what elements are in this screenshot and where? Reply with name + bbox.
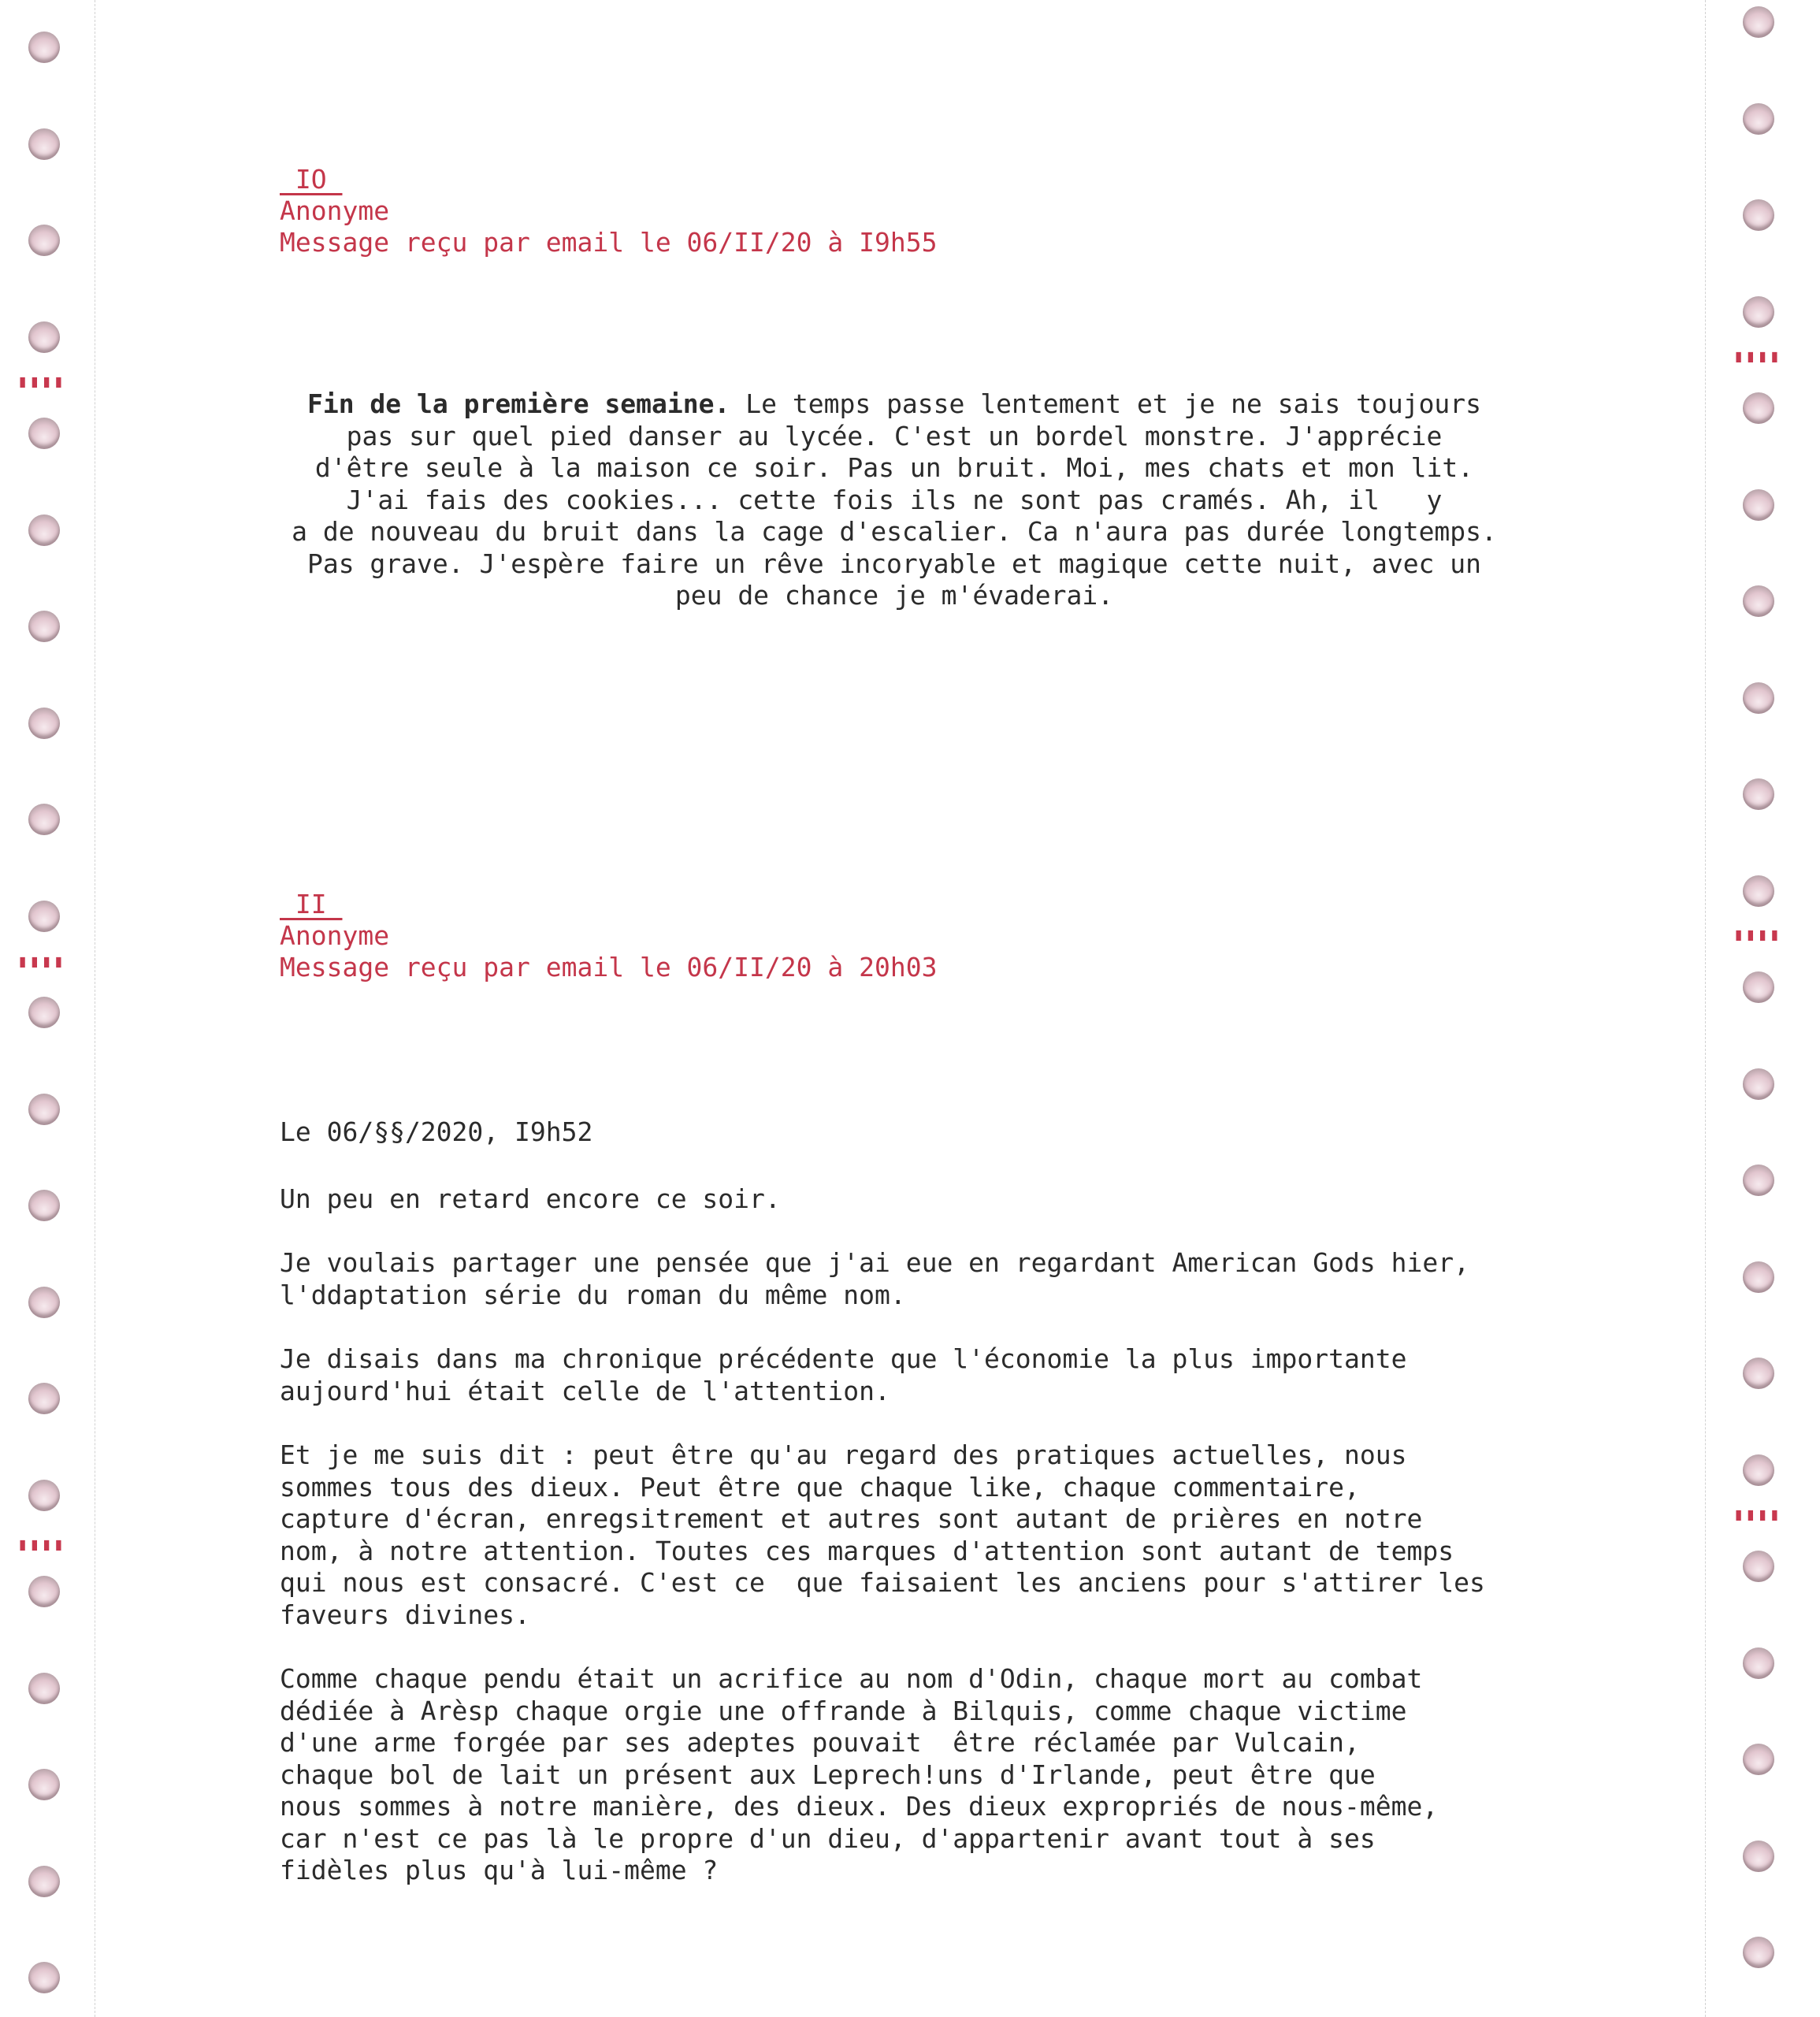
tractor-hole [28,1576,60,1607]
tractor-hole [28,225,60,256]
tractor-hole [28,708,60,739]
entry-paragraph: Je disais dans ma chronique précédente que l'économie la plus importante aujourd'hui était celle de l'attention. [280,1343,1407,1406]
entry-received-line: Message reçu par email le 06/II/20 à I9h55 [280,227,938,258]
tractor-hole [28,804,60,835]
perforation-mark: ▮▮▮▮ [17,372,65,392]
tractor-hole [28,611,60,642]
tractor-hole [1743,875,1774,907]
tractor-hole [1743,6,1774,38]
entry-paragraph: Comme chaque pendu était un acrifice au nom d'Odin, chaque mort au combat dédiée à Arèsp chaque orgie une offrande à Bilquis, comme chaque victime d'une arme forgée par ses adeptes pouvait être réclamée par Vulcain, chaque bol de lait un présent aux Leprech!uns d'Irlande, peut être que nous sommes à notre manière, des dieux. Des dieux expropriés de nous-même, car n'est ce pas là le propre d'un dieu, d'appartenir avant tout à ses fidèles plus qu'à lui-même ? [280,1663,1439,1885]
entry-number: _IO_ [280,164,343,195]
tractor-hole [28,128,60,160]
entry-author: Anonyme [280,195,390,226]
tractor-hole [28,1480,60,1511]
tractor-hole [28,1383,60,1414]
tractor-hole [28,418,60,449]
tractor-hole [28,1673,60,1704]
tractor-hole [1743,1165,1774,1196]
entry-header [280,164,937,258]
tractor-hole [1743,1937,1774,1968]
entry-number: _II_ [280,889,343,919]
entry-paragraph: Et je me suis dit : peut être qu'au regard des pratiques actuelles, nous sommes tous des dieux. Peut être que chaque like, chaque commentaire, capture d'écran, enregsitrement et autres sont autant de prières en notre nom, à notre attention. Toutes ces marques d'attention sont autant de temps qui nous est consacré. C'est ce que faisaient les anciens pour s'attirer les faveurs divines. [280,1439,1485,1630]
tractor-hole [28,32,60,63]
tractor-hole [1743,1744,1774,1775]
tractor-hole [1743,489,1774,521]
perforation-mark: ▮▮▮▮ [1733,347,1781,366]
tractor-hole [28,997,60,1028]
tractor-hole [1743,1647,1774,1679]
tractor-hole [28,514,60,546]
tractor-hole [1743,682,1774,714]
tractor-hole [1743,1841,1774,1872]
paragraph-text: Le temps passe lentement et je ne sais toujours pas sur quel pied danser au lycée. C'est un bordel monstre. J'apprécie d'être seule à la maison ce soir. Pas un bruit. Moi, mes chats et mon lit. J'ai fais des cookies... cette fois ils ne sont pas cramés. Ah, il y a de nouveau du bruit dans la cage d'escalier. Ca n'aura pas durée longtemps. Pas grave. J'espère faire un rêve incoryable et magique cette nuit, avec un peu de chance je m'évaderai. [292,388,1497,611]
entry-paragraph: Un peu en retard encore ce soir. [280,1183,781,1214]
perforation-mark: ▮▮▮▮ [1733,1505,1781,1525]
perforation-mark: ▮▮▮▮ [17,1535,65,1555]
tractor-hole [28,1866,60,1897]
tractor-hole [1743,1551,1774,1582]
entry-received-line: Message reçu par email le 06/II/20 à 20h03 [280,952,938,982]
tractor-hole [28,1287,60,1318]
entry-header [280,889,937,983]
entry-paragraph: Le 06/§§/2020, I9h52 [280,1116,593,1147]
tractor-hole [28,321,60,353]
tractor-hole [1743,199,1774,231]
entry-paragraph: Je voulais partager une pensée que j'ai eue en regardant American Gods hier, l'ddaptation série du roman du même nom. [280,1247,1469,1310]
paragraph-lead: Fin de la première semaine. [306,388,730,419]
perforation-mark: ▮▮▮▮ [1733,925,1781,945]
tractor-hole [1743,392,1774,424]
entry-author: Anonyme [280,920,390,951]
tractor-hole [1743,585,1774,617]
tractor-hole [1743,1068,1774,1100]
tractor-hole [1743,778,1774,810]
tractor-hole [1743,1454,1774,1486]
tractor-hole [1743,1261,1774,1293]
tractor-hole [1743,1358,1774,1389]
tractor-hole [1743,103,1774,135]
tractor-hole [28,1769,60,1800]
tractor-hole [1743,296,1774,328]
tractor-hole [28,1962,60,1993]
tractor-hole [28,901,60,932]
tractor-hole [1743,971,1774,1003]
tractor-hole [28,1190,60,1221]
perforation-mark: ▮▮▮▮ [17,952,65,971]
entry-paragraph [280,388,1509,612]
tractor-hole [28,1094,60,1125]
